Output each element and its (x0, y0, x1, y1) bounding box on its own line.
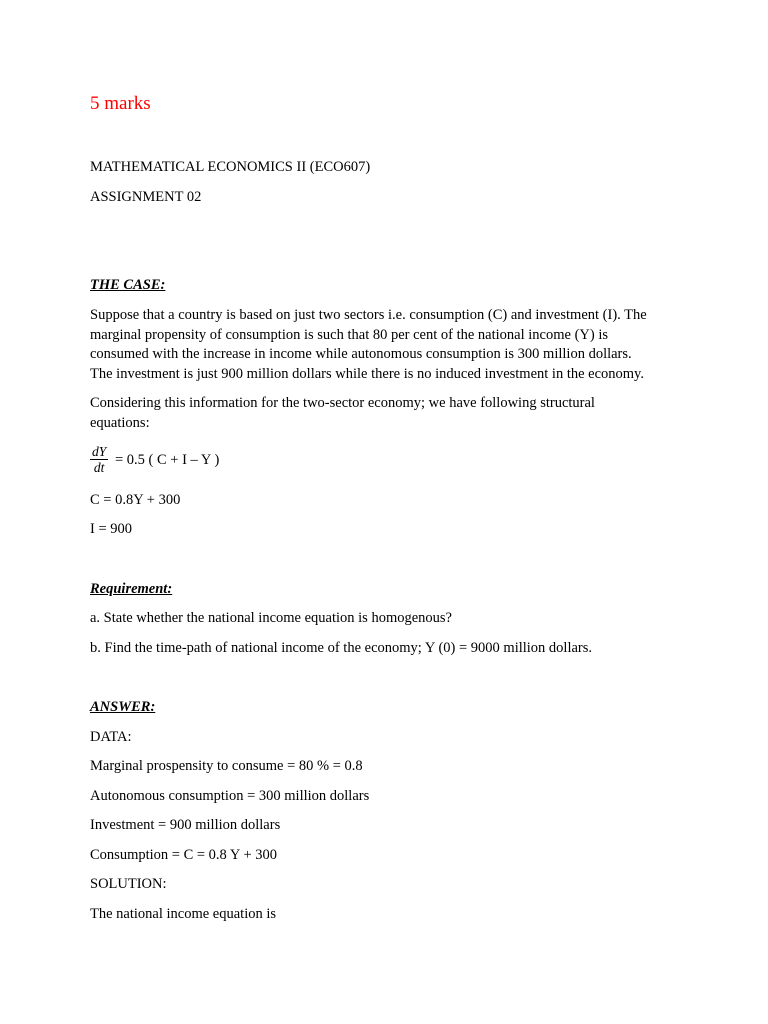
requirement-b: b. Find the time-path of national income of the economy; Y (0) = 9000 million dollars. (90, 640, 593, 656)
data-label: DATA: (90, 729, 132, 745)
investment-equation: I = 900 (90, 521, 133, 537)
mpc-line: Marginal prospensity to consume = 80 % = 0.8 (90, 758, 363, 774)
marks-label: 5 marks (90, 93, 151, 114)
considering-line-1: Considering this information for the two-sector economy; we have following structural (90, 395, 595, 411)
derivative-denominator: dt (93, 460, 105, 475)
case-heading: THE CASE: (90, 277, 166, 293)
solution-label: SOLUTION: (90, 876, 167, 892)
income-equation-line: The national income equation is (90, 906, 277, 922)
investment-line: Investment = 900 million dollars (90, 817, 281, 833)
considering-line-2: equations: (90, 414, 150, 431)
autonomous-consumption-line: Autonomous consumption = 300 million dollars (90, 788, 370, 804)
case-line-3: consumed with the increase in income while autonomous consumption is 300 million dollars. (90, 346, 632, 362)
case-line-4: The investment is just 900 million dollars while there is no induced investment in the economy. (90, 365, 644, 382)
course-title: MATHEMATICAL ECONOMICS II (ECO607) (90, 159, 371, 175)
requirement-heading: Requirement: (90, 581, 173, 597)
case-line-2: marginal propensity of consumption is such that 80 per cent of the national income (Y) is (90, 326, 608, 343)
derivative-equation-rhs: = 0.5 ( C + I – Y ) (115, 452, 220, 468)
case-line-1: Suppose that a country is based on just two sectors i.e. consumption (C) and investment (I). The (90, 307, 647, 323)
derivative-numerator: dY (92, 444, 107, 459)
assignment-title: ASSIGNMENT 02 (90, 189, 202, 205)
answer-heading: ANSWER: (90, 699, 156, 715)
consumption-line: Consumption = C = 0.8 Y + 300 (90, 847, 277, 863)
derivative-fraction (90, 444, 108, 476)
consumption-equation: C = 0.8Y + 300 (90, 492, 181, 508)
requirement-a: a. State whether the national income equation is homogenous? (90, 610, 452, 626)
